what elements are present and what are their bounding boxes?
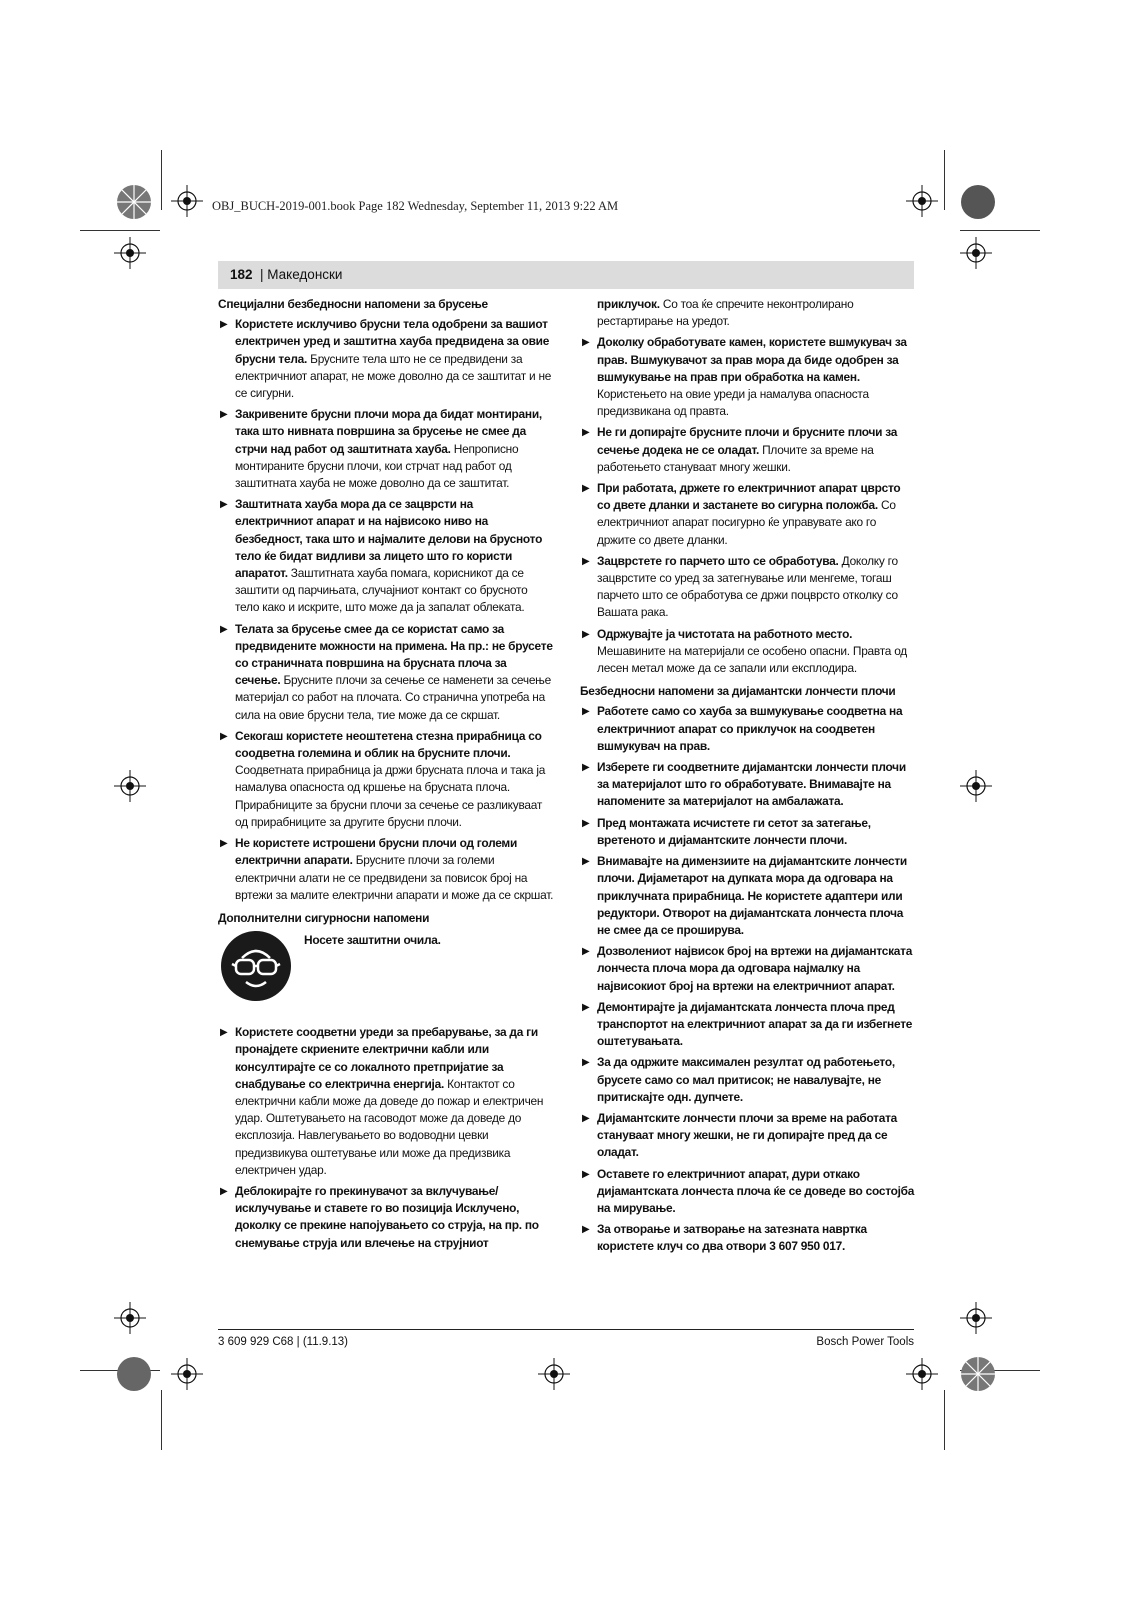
triangle-bullet-icon: ▶ <box>582 555 590 567</box>
item-bold-text: Внимавајте на димензиите на дијамантските лончести плочи. Дијаметарот на дупката мора да одговара на приклучната прирабница. Не користете адаптери или редуктори. Отворот на дијамантската лончеста плоча не смее да се проширува. <box>597 854 907 937</box>
item-text: Соодветната прирабница ја држи брусната плоча и така ја намалува опасноста од кршење на брусната плоча. Прирабниците за брусни плочи за сечење се разликуваат од прирабниците за другите брусни плочи. <box>235 763 546 829</box>
item-bold-text: Закривените брусни плочи мора да бидат монтирани, така што нивната површина за брусење не смее да стрчи над работ од заштитната хауба. <box>235 407 542 456</box>
registration-mark-icon <box>171 185 203 217</box>
item-bold-text: Работете само со хауба за вшмукување соодветна на електричниот апарат со приклучок на соодветен вшмукувач на прав. <box>597 704 903 753</box>
registration-mark-icon <box>114 237 146 269</box>
triangle-bullet-icon: ▶ <box>220 1185 228 1197</box>
list-item <box>218 1183 554 1252</box>
item-bold-text: Дозволениот највисок број на вртежи на дијамантската лончеста плоча мора да одговара најмалку на највисокиот број на вртежи на електричниот апарат. <box>597 944 913 993</box>
item-bold-text: За да одржите максимален резултат од работењето, брусете само со мал притисок; не навалувајте, не притискајте одн. дупчете. <box>597 1055 895 1104</box>
crop-line <box>161 150 162 210</box>
list-item <box>580 759 916 811</box>
footer-brand: Bosch Power Tools <box>816 1336 914 1348</box>
crop-line <box>161 1390 162 1450</box>
registration-mark-icon <box>538 1358 570 1390</box>
registration-mark-icon <box>171 1358 203 1390</box>
triangle-bullet-icon: ▶ <box>220 838 228 850</box>
triangle-bullet-icon: ▶ <box>582 427 590 439</box>
triangle-bullet-icon: ▶ <box>220 623 228 635</box>
triangle-bullet-icon: ▶ <box>582 1001 590 1013</box>
list-item <box>218 835 554 904</box>
registration-mark-icon <box>114 770 146 802</box>
list-item <box>580 853 916 939</box>
registration-mark-icon <box>960 770 992 802</box>
registration-mark-icon <box>958 1354 998 1394</box>
registration-mark-icon <box>960 237 992 269</box>
triangle-bullet-icon: ▶ <box>582 1224 590 1236</box>
list-item <box>580 1054 916 1106</box>
item-bold-text: Доколку обработувате камен, користете вшмукувач за прав. Вшмукувачот за прав мора да биде одобрен за вшмукување на прав при обработка на камен. <box>597 335 907 384</box>
section-heading: Дополнителни сигурносни напомени <box>218 910 430 925</box>
list-item <box>580 626 916 678</box>
item-bold-text: Користете исклучиво брусни тела одобрени за вашиот електричен уред и заштитна хауба предвидена за овие брусни тела. <box>235 317 550 366</box>
item-bold-text: Пред монтажата исчистете ги сетот за затегање, вретеното и дијамантските лончести плочи. <box>597 815 871 847</box>
list-item <box>218 316 554 402</box>
crop-line <box>944 1390 945 1450</box>
item-text: Користењето на овие уреди ја намалува опасноста предизвикана од правта. <box>597 387 869 419</box>
footer-divider <box>218 1329 914 1330</box>
item-text: Со тоа ќе спречите неконтролирано рестартирање на уредот. <box>597 297 854 329</box>
crop-line <box>80 230 160 231</box>
list-item <box>218 728 554 831</box>
registration-mark-icon <box>114 1302 146 1334</box>
item-bold-text: Деблокирајте го прекинувачот за вклучување/исклучување и ставете го во позиција Исклучено, доколку се прекине напојувањето со струја, на пр. по снемување струја или влечење на струјниот <box>235 1183 539 1250</box>
triangle-bullet-icon: ▶ <box>582 817 590 829</box>
triangle-bullet-icon: ▶ <box>220 730 228 742</box>
triangle-bullet-icon: ▶ <box>582 628 590 640</box>
list-item <box>580 1221 916 1255</box>
list-item <box>218 496 554 616</box>
page-header <box>218 261 914 289</box>
item-text: Плочите за време на работењето стануваат многу жешки. <box>597 442 874 474</box>
item-bold-text: Користете соодветни уреди за пребарување, за да ги пронајдете скриените електрични кабли или консултирајте се со локалното претпријатие за снабдување со електрична енергија. <box>235 1025 538 1091</box>
safety-goggles-icon <box>220 930 292 1002</box>
goggles-text: Носете заштитни очила. <box>304 933 441 948</box>
item-bold-text: приклучок. <box>597 297 660 311</box>
item-bold-text: Зацврстете го парчето што се обработува. <box>597 553 839 568</box>
item-bold-text: Демонтирајте ја дијамантската лончеста плоча пред транспортот на електричниот апарат за да ги избегнете оштетувањата. <box>597 999 913 1049</box>
list-item <box>580 703 916 755</box>
item-text: Непрописно монтираните брусни плочи, кои стрчат над работ од заштитната хауба не може доволно да се заштитат. <box>235 441 519 491</box>
triangle-bullet-icon: ▶ <box>220 409 228 421</box>
item-text: Заштитната хауба помага, корисникот да се заштити од парчињата, случајниот контакт со брусното тело како и искрите, што може да ја запалат облеката. <box>235 566 528 615</box>
triangle-bullet-icon: ▶ <box>582 762 590 774</box>
item-bold-text: Телата за брусење смее да се користат само за предвидените можности на примена. На пр.: не брусете со страничната површина на брусната плоча за сечење. <box>235 621 553 688</box>
right-column <box>580 296 916 1260</box>
item-bold-text: За отворање и затворање на затезната навртка користете клуч со два отвори 3 607 950 017. <box>597 1222 867 1254</box>
item-text: Брусните плочи за големи електрични алати не се предвидени за повисок број на вртежи за малите електрични апарати и може да се скршат. <box>235 853 554 902</box>
goggles-notice <box>218 930 554 1002</box>
registration-mark-icon <box>960 1302 992 1334</box>
triangle-bullet-icon: ▶ <box>582 337 590 349</box>
registration-mark-icon <box>114 182 154 222</box>
triangle-bullet-icon: ▶ <box>220 1027 228 1039</box>
list-item <box>218 621 554 724</box>
continued-item <box>580 296 916 330</box>
item-text: Мешавините на материјали се особено опасни. Правта од лесен метал може да се запали или експлодира. <box>597 643 907 676</box>
item-bold-text: Не користете истрошени брусни плочи од големи електрични апарати. <box>235 836 518 868</box>
item-bold-text: Оставете го електричниот апарат, дури откако дијамантската лончеста плоча ќе се доведе во состојба на мирување. <box>597 1166 915 1215</box>
left-column <box>218 296 554 1256</box>
registration-mark-icon <box>906 185 938 217</box>
registration-mark-icon <box>114 1354 154 1394</box>
registration-mark-icon <box>906 1358 938 1390</box>
section-heading: Безбедносни напомени за дијамантски лончести плочи <box>580 684 896 699</box>
item-text: Доколку го зацврстите со уред за затегнување или менгеме, тогаш парчето што се обработува се држи поцврсто отколку со Вашата рака. <box>597 553 898 620</box>
page-number: 182 <box>230 267 253 282</box>
triangle-bullet-icon: ▶ <box>582 1168 590 1180</box>
triangle-bullet-icon: ▶ <box>582 483 590 495</box>
list-item <box>580 815 916 849</box>
item-text: Со електричниот апарат посигурно ќе управувате ако го држите со двете дланки. <box>597 498 896 547</box>
registration-mark-icon <box>958 182 998 222</box>
item-bold-text: Дијамантските лончести плочи за време на работата стануваат многу жешки, не ги допирајте пред да се оладат. <box>597 1110 898 1160</box>
triangle-bullet-icon: ▶ <box>220 499 228 511</box>
triangle-bullet-icon: ▶ <box>582 1057 590 1069</box>
list-item <box>218 406 554 492</box>
item-text: Брусните плочи за сечење се наменети за сечење материјал со работ на плочата. Со странична употреба на сила на овие брусни тела, тие може да се скршат. <box>235 673 551 722</box>
list-item <box>580 334 916 420</box>
item-bold-text: Изберете ги соодветните дијамантски лончести плочи за материјалот што го обработувате. Внимавајте на напомените за материјалот на амбалажата. <box>597 760 906 809</box>
list-item <box>580 1166 916 1218</box>
list-item <box>580 480 916 549</box>
footer-doc-number: 3 609 929 C68 | (11.9.13) <box>218 1336 349 1348</box>
triangle-bullet-icon: ▶ <box>582 946 590 958</box>
item-bold-text: Одржувајте ја чистотата на работното место. <box>597 626 853 641</box>
triangle-bullet-icon: ▶ <box>582 856 590 868</box>
triangle-bullet-icon: ▶ <box>582 706 590 718</box>
list-item <box>580 999 916 1051</box>
list-item <box>580 424 916 476</box>
list-item <box>580 943 916 995</box>
triangle-bullet-icon: ▶ <box>220 319 228 331</box>
triangle-bullet-icon: ▶ <box>582 1112 590 1124</box>
print-info-line: OBJ_BUCH-2019-001.book Page 182 Wednesday, September 11, 2013 9:22 AM <box>212 199 619 213</box>
section-heading: Специјални безбедносни напомени за брусење <box>218 297 488 311</box>
item-bold-text: Секогаш користете неоштетена стезна прирабница со соодветна големина и облик на брусните плочи. <box>235 728 542 761</box>
list-item <box>580 553 916 622</box>
item-text: Контактот со електрични кабли може да доведе до пожар и електричен удар. Оштетувањето на гасоводот може да доведе до експлозија. Навлегувањето во водоводни цевки предизвикува оштетување или може да предизвика електричен удар. <box>235 1076 544 1177</box>
crop-line <box>960 230 1040 231</box>
list-item <box>218 1024 554 1179</box>
crop-line <box>944 150 945 210</box>
item-text: Брусните тела што не се предвидени за електричниот апарат, не може доволно да се заштитат и не се сигурни. <box>235 351 552 401</box>
item-bold-text: Не ги допирајте брусните плочи и брусните плочи за сечење додека не се оладат. <box>597 425 898 457</box>
list-item <box>580 1110 916 1162</box>
language-label: | Македонски <box>260 267 343 282</box>
item-bold-text: При работата, држете го електричниот апарат цврсто со двете дланки и застанете во сигурна положба. <box>597 481 901 513</box>
item-bold-text: Заштитната хауба мора да се зацврсти на електричниот апарат и на највисоко ниво на безбедност, така што и најмалите делови на брусното тело ќе бидат видливи за лицето што го користи апаратот. <box>235 497 543 581</box>
